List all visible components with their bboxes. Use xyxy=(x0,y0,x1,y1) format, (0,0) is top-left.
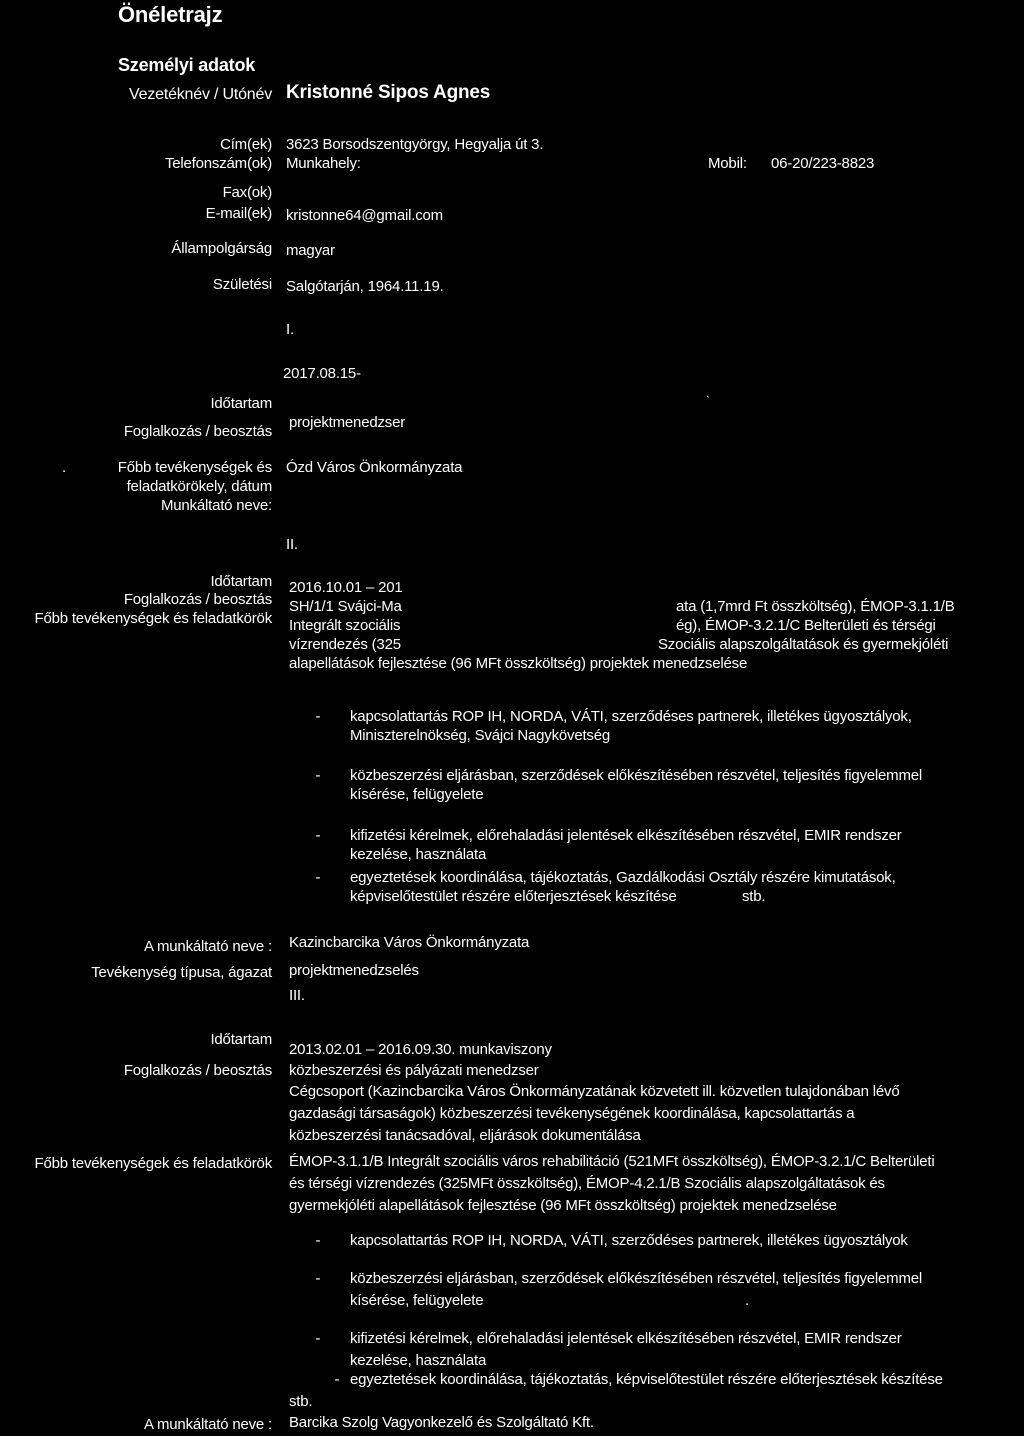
job3-position-label: Foglalkozás / beosztás xyxy=(123,1062,272,1079)
job3-employer-label: A munkáltató neve : xyxy=(144,1416,272,1433)
job3-period-value: 2013.02.01 – 2016.09.30. munkaviszony xyxy=(289,1041,552,1058)
job1-employer-value: Ózd Város Önkormányzata xyxy=(286,459,463,476)
job3-duties-1: ÉMOP-3.1.1/B Integrált szociális város rehabilitáció (521MFt összköltség), ÉMOP-3.2.1/C Belterületi xyxy=(289,1153,935,1170)
job2-bullet-2b: kísérése, felügyelete xyxy=(350,786,484,803)
job2-period-label: Időtartam xyxy=(210,573,272,590)
phone-label: Telefonszám(ok) xyxy=(164,155,272,172)
job2-bullet-4a: egyeztetések koordinálása, tájékoztatás, Gazdálkodási Osztály részére kimutatások, xyxy=(350,869,896,886)
job1-position-label: Foglalkozás / beosztás xyxy=(123,423,272,440)
section-heading-personal: Személyi adatok xyxy=(118,55,256,75)
job2-number: II. xyxy=(286,536,298,553)
job1-mark: ` xyxy=(706,395,710,407)
job3-position-value: közbeszerzési és pályázati menedzser xyxy=(289,1062,539,1079)
job2-line-3a: Integrált szociális xyxy=(289,617,401,634)
job3-bullet-2b: kísérése, felügyelete xyxy=(350,1292,484,1309)
job3-duties-2: és térségi vízrendezés (325MFt összköltség), ÉMOP-4.2.1/B Szociális alapszolgáltatások és xyxy=(289,1175,885,1192)
phone-value: Munkahely: xyxy=(286,155,361,172)
job2-position-label: Foglalkozás / beosztás xyxy=(123,591,272,608)
job3-duties-label: Főbb tevékenységek és feladatkörök xyxy=(34,1155,272,1172)
job2-line-4b: Szociális alapszolgáltatások és gyermekjóléti xyxy=(658,636,949,653)
mobile-label: Mobil: xyxy=(708,155,747,172)
name-label: Vezetéknév / Utónév xyxy=(129,86,272,103)
job1-dot: . xyxy=(62,459,66,476)
job3-duties-3: gyermekjóléti alapellátások fejlesztése (96 MFt összköltség) projektek menedzselése xyxy=(289,1197,837,1214)
job2-bullet-2a: közbeszerzési eljárásban, szerződések előkészítésében részvétel, teljesítés figyelemmel xyxy=(350,767,923,784)
page-title: Önéletrajz xyxy=(118,2,223,27)
mobile-value: 06-20/223-8823 xyxy=(771,155,875,172)
job3-number: III. xyxy=(289,987,305,1004)
email-label: E-mail(ek) xyxy=(205,205,272,222)
address-label: Cím(ek) xyxy=(220,136,272,153)
job1-duties-label-2: feladatkörökely, dátum xyxy=(126,478,272,495)
job3-stb: stb. xyxy=(289,1393,313,1410)
job2-employer-label: A munkáltató neve : xyxy=(144,938,272,955)
job2-line-2a: SH/1/1 Svájci-Ma xyxy=(289,598,402,615)
job2-bullet-1-dash: - xyxy=(315,708,321,725)
job2-line-1: 2016.10.01 – 201 xyxy=(289,579,403,596)
job2-line-5: alapellátások fejlesztése (96 MFt összköltség) projektek menedzselése xyxy=(289,655,748,672)
job3-desc-2: gazdasági társaságok) közbeszerzési tevékenységének koordinálása, kapcsolattartás a xyxy=(289,1105,855,1122)
job2-sector-label: Tevékenység típusa, ágazat xyxy=(91,964,272,981)
address-value: 3623 Borsodszentgyörgy, Hegyalja út 3. xyxy=(286,136,544,153)
job3-bullet-4: egyeztetések koordinálása, tájékoztatás, képviselőtestület részére előterjesztések készítése xyxy=(350,1371,943,1388)
citizenship-label: Állampolgárság xyxy=(171,240,272,257)
job1-period-value: 2017.08.15- xyxy=(283,365,361,382)
birth-value: Salgótarján, 1964.11.19. xyxy=(286,278,444,295)
job3-bullet-2-dot: . xyxy=(745,1292,749,1309)
birth-label: Születési xyxy=(212,276,272,293)
email-value: kristonne64@gmail.com xyxy=(286,207,443,224)
job2-line-3b: ég), ÉMOP-3.2.1/C Belterületi és térségi xyxy=(676,617,936,634)
job2-duties-label: Főbb tevékenységek és feladatkörök xyxy=(34,610,272,627)
job2-bullet-3a: kifizetési kérelmek, előrehaladási jelentések elkészítésében részvétel, EMIR rendszer xyxy=(350,827,902,844)
fax-label: Fax(ok) xyxy=(222,184,272,201)
citizenship-value: magyar xyxy=(286,242,335,259)
job3-bullet-3b: kezelése, használata xyxy=(350,1352,487,1369)
job3-employer-value: Barcika Szolg Vagyonkezelő és Szolgáltató Kft. xyxy=(289,1414,594,1431)
job1-duties-label-1: Főbb tevékenységek és xyxy=(117,459,272,476)
job3-bullet-1-dash: - xyxy=(315,1232,321,1249)
job1-number: I. xyxy=(286,321,294,338)
job2-bullet-3-dash: - xyxy=(315,827,321,844)
job1-employer-label: Munkáltató neve: xyxy=(160,497,272,514)
job2-line-4a: vízrendezés (325 xyxy=(289,636,401,653)
job3-bullet-4-dash: - xyxy=(334,1371,340,1388)
job2-sector-value: projektmenedzselés xyxy=(289,962,419,979)
job3-desc-3: közbeszerzési tanácsadóval, eljárások dokumentálása xyxy=(289,1127,641,1144)
job3-bullet-1: kapcsolattartás ROP IH, NORDA, VÁTI, szerződéses partnerek, illetékes ügyosztályok xyxy=(350,1232,908,1249)
job3-desc-1: Cégcsoport (Kazincbarcika Város Önkormányzatának közvetett ill. közvetlen tulajdonában lévő xyxy=(289,1083,900,1100)
job2-line-2b: ata (1,7mrd Ft összköltség), ÉMOP-3.1.1/B xyxy=(676,598,955,615)
job2-bullet-3b: kezelése, használata xyxy=(350,846,487,863)
job2-bullet-1a: kapcsolattartás ROP IH, NORDA, VÁTI, szerződéses partnerek, illetékes ügyosztályok, xyxy=(350,708,912,725)
job3-period-label: Időtartam xyxy=(210,1031,272,1048)
job1-position-value: projektmenedzser xyxy=(289,414,406,431)
job3-bullet-3a: kifizetési kérelmek, előrehaladási jelentések elkészítésében részvétel, EMIR rendszer xyxy=(350,1330,902,1347)
job2-bullet-2-dash: - xyxy=(315,767,321,784)
job2-bullet-4-dash: - xyxy=(315,869,321,886)
job2-bullet-4b: képviselőtestület részére előterjesztések készítése xyxy=(350,888,677,905)
job3-bullet-2-dash: - xyxy=(315,1270,321,1287)
job2-employer-value: Kazincbarcika Város Önkormányzata xyxy=(289,934,530,951)
job2-bullet-1b: Miniszterelnökség, Svájci Nagykövetség xyxy=(350,727,611,744)
job2-bullet-4c: stb. xyxy=(742,888,766,905)
name-value: Kristonné Sipos Agnes xyxy=(286,82,491,103)
job1-period-label: Időtartam xyxy=(210,395,272,412)
job3-bullet-2a: közbeszerzési eljárásban, szerződések előkészítésében részvétel, teljesítés figyelemmel xyxy=(350,1270,923,1287)
job3-bullet-3-dash: - xyxy=(315,1330,321,1347)
